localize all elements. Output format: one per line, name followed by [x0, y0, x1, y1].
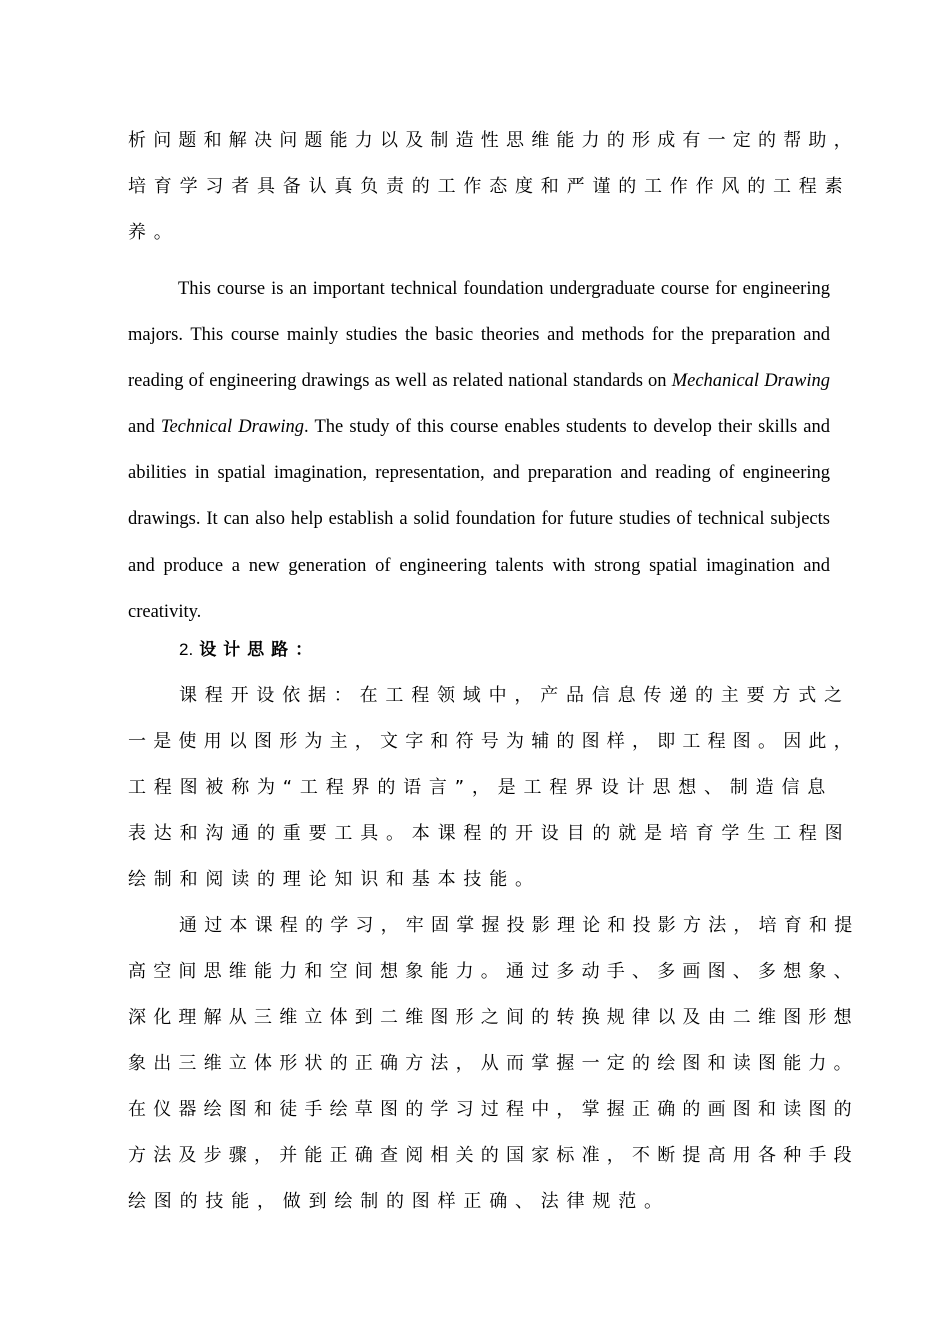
para3-line-4: 象出三维立体形状的正确方法，从而掌握一定的绘图和读图能力。	[128, 1053, 859, 1074]
english-part-1: This course is an important technical foundation undergraduate course for engineering majors. This course mainly studies the basic theories and methods for the preparation and reading of engineering drawings as well as related national standards on	[128, 279, 830, 392]
mechanical-drawing-title: Mechanical Drawing	[671, 371, 830, 392]
para3-line-1: 通过本课程的学习，牢固掌握投影理论和投影方法，培育和提	[179, 915, 860, 936]
para3-line-3: 深化理解从三维立体到二维图形之间的转换规律以及由二维图形想	[128, 1007, 859, 1028]
para3-line-7: 绘图的技能，做到绘制的图样正确、法律规范。	[128, 1191, 670, 1212]
technical-drawing-title: Technical Drawing	[160, 417, 305, 438]
para2-line-5: 绘制和阅读的理论知识和基本技能。	[128, 869, 541, 890]
para2-line-3: 工程图被称为“工程界的语言”，是工程界设计思想、制造信息	[128, 777, 834, 798]
para1-line-2: 培育学习者具备认真负责的工作态度和严谨的工作作风的工程素	[128, 176, 851, 197]
para3-line-5: 在仪器绘图和徒手绘草图的学习过程中，掌握正确的画图和读图的	[128, 1099, 859, 1120]
para2-line-4: 表达和沟通的重要工具。本课程的开设目的就是培育学生工程图	[128, 823, 851, 844]
english-part-2: . The study of this course enables students to develop their skills and abilities in spatial imagination, representation, and preparation and reading of engineering drawings. It can also help establish a solid foundation for future studies of technical subjects and produce a new generation of engineering talents with strong spatial imagination and creativity.	[128, 417, 831, 622]
english-abstract	[128, 266, 830, 635]
para3-line-6: 方法及步骤，并能正确查阅相关的国家标准，不断提高用各种手段	[128, 1145, 859, 1166]
para1-line-1: 析问题和解决问题能力以及制造性思维能力的形成有一定的帮助，	[128, 130, 859, 151]
section-heading	[179, 637, 319, 663]
english-paragraph	[128, 266, 830, 635]
para2-line-2: 一是使用以图形为主，文字和符号为辅的图样，即工程图。因此，	[128, 731, 859, 752]
section-title: 设计思路：	[199, 640, 320, 660]
para2-line-1: 课程开设依据：在工程领域中，产品信息传递的主要方式之	[179, 685, 850, 706]
section-number: 2.	[179, 640, 194, 659]
english-and: and	[128, 417, 161, 438]
para3-line-2: 高空间思维能力和空间想象能力。通过多动手、多画图、多想象、	[128, 961, 859, 982]
para1-line-3: 养。	[128, 222, 180, 243]
